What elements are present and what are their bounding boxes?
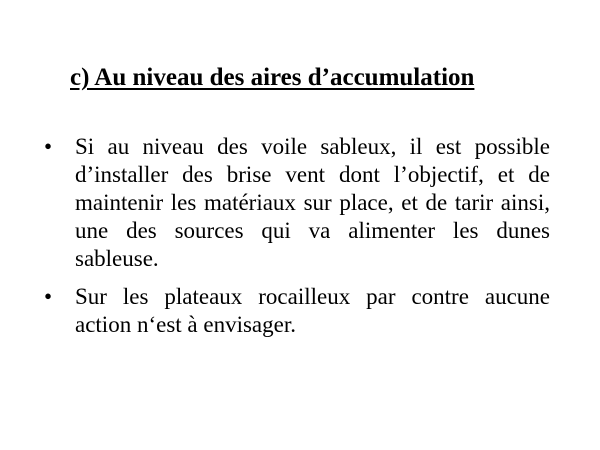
bullet-text: Sur les plateaux rocailleux par contre aucune action n‘est à envisager. bbox=[75, 284, 550, 337]
bullet-item bbox=[44, 133, 550, 273]
bullet-text: Si au niveau des voile sableux, il est possible d’installer des brise vent dont l’objectif, et de maintenir les matériaux sur place, et de tarir ainsi, une des sources qui va alimenter les dunes sableuse. bbox=[75, 134, 550, 271]
bullet-marker: • bbox=[44, 134, 53, 159]
bullet-list bbox=[44, 133, 550, 349]
bullet-marker: • bbox=[44, 284, 53, 309]
bullet-item bbox=[44, 283, 550, 339]
slide-title: c) Au niveau des aires d’accumulation bbox=[70, 64, 475, 91]
